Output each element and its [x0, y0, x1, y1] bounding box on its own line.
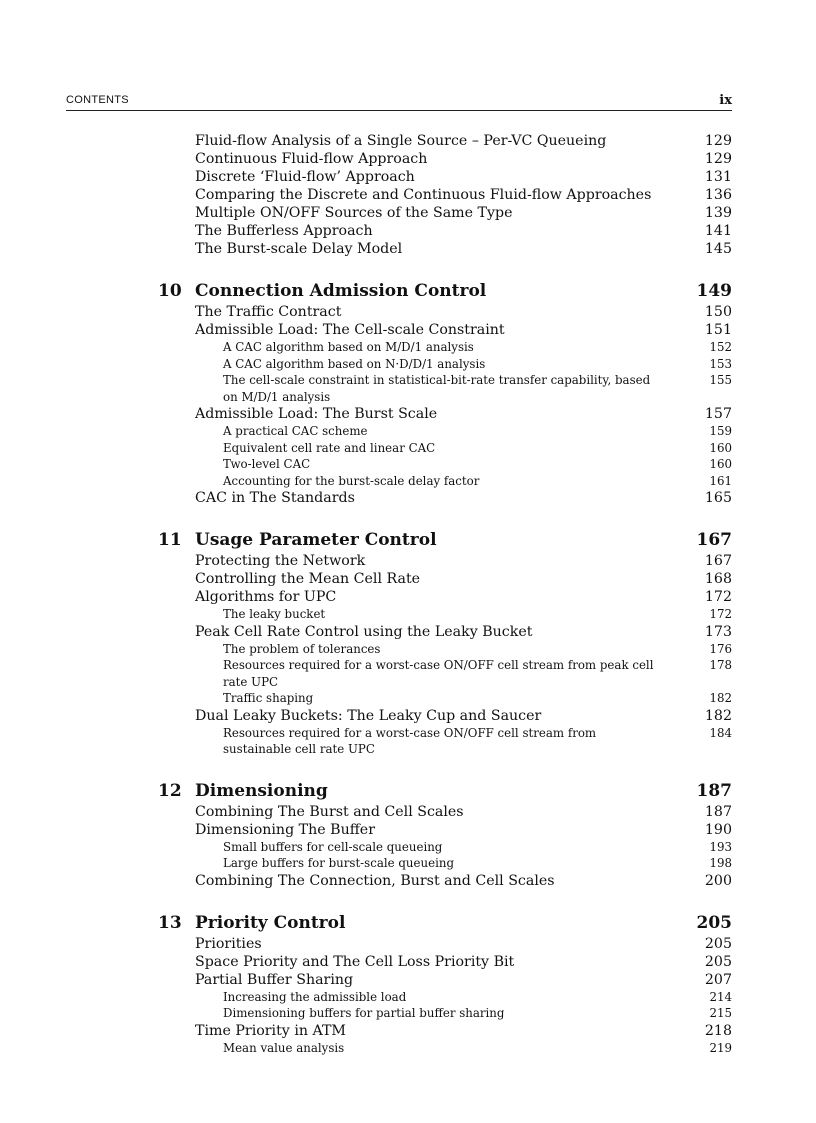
entry-title: Controlling the Mean Cell Rate [195, 571, 421, 587]
toc-section-entry[interactable] [150, 240, 732, 258]
entry-title: The Bufferless Approach [195, 223, 373, 239]
toc-subsection-entry[interactable] [150, 456, 732, 473]
toc-subsection-entry[interactable] [150, 855, 732, 872]
entry-page-number: 145 [704, 241, 732, 257]
chapter-number: 12 [158, 780, 182, 801]
entry-page-number: 136 [704, 187, 732, 203]
entry-page-number: 215 [709, 1006, 732, 1020]
toc-section-entry[interactable] [150, 953, 732, 971]
entry-page-number: 165 [704, 490, 732, 506]
toc-section-entry[interactable] [150, 588, 732, 606]
toc-subsection-entry[interactable] [150, 690, 732, 707]
toc-chapter [150, 528, 732, 758]
entry-title: Discrete ‘Fluid-flow’ Approach [195, 169, 415, 185]
page-folio: ix [719, 93, 732, 108]
entry-page-number: 161 [709, 473, 732, 488]
toc-subsection-entry[interactable] [150, 1040, 732, 1057]
chapter-title: Usage Parameter Control [195, 530, 437, 550]
entry-title: Two-level CAC [223, 457, 311, 471]
entry-page-number: 131 [704, 169, 732, 185]
entry-page-number: 198 [709, 856, 732, 870]
entry-title: The problem of tolerances [223, 641, 381, 656]
toc-subsection-entry[interactable] [150, 372, 732, 405]
chapter-heading[interactable] [150, 911, 732, 935]
entry-title: Large buffers for burst-scale queueing [223, 856, 455, 870]
entry-page-number: 152 [709, 340, 732, 354]
entry-title: Equivalent cell rate and linear CAC [223, 440, 436, 455]
entry-title: Multiple ON/OFF Sources of the Same Type [195, 205, 513, 221]
entry-title: Dual Leaky Buckets: The Leaky Cup and Saucer [195, 707, 542, 724]
toc-chapter [150, 132, 732, 258]
entry-page-number: 176 [709, 641, 732, 656]
entry-page-number: 182 [704, 707, 732, 724]
entry-title: Partial Buffer Sharing [195, 971, 354, 988]
entry-title: Traffic shaping [223, 691, 314, 705]
toc-section-entry[interactable] [150, 321, 732, 339]
chapter-number: 11 [158, 530, 182, 550]
entry-title: Time Priority in ATM [195, 1022, 346, 1039]
chapter-number: 10 [158, 281, 182, 301]
toc-chapter [150, 911, 732, 1057]
entry-page-number: 168 [704, 571, 732, 587]
toc-section-entry[interactable] [150, 222, 732, 240]
toc-section-entry[interactable] [150, 186, 732, 204]
toc-section-entry[interactable] [150, 552, 732, 570]
entry-title: The Burst-scale Delay Model [195, 241, 403, 257]
entry-page-number: 160 [709, 457, 732, 471]
entry-title: The leaky bucket [223, 607, 326, 621]
entry-page-number: 182 [709, 691, 732, 705]
entry-page-number: 172 [709, 607, 732, 621]
toc-subsection-entry[interactable] [150, 356, 732, 373]
toc-section-entry[interactable] [150, 1022, 732, 1040]
entry-page-number: 172 [704, 589, 732, 605]
entry-page-number: 141 [704, 223, 732, 239]
entry-title: Accounting for the burst-scale delay factor [223, 473, 480, 488]
entry-title: Small buffers for cell-scale queueing [223, 839, 443, 854]
toc-subsection-entry[interactable] [150, 657, 732, 690]
entry-page-number: 190 [704, 821, 732, 838]
toc-subsection-entry[interactable] [150, 423, 732, 440]
entry-title: Dimensioning buffers for partial buffer sharing [223, 1006, 505, 1020]
chapter-number: 13 [158, 912, 182, 933]
entry-page-number: 159 [709, 424, 732, 438]
chapter-heading[interactable] [150, 528, 732, 552]
toc-subsection-entry[interactable] [150, 606, 732, 623]
toc-subsection-entry[interactable] [150, 641, 732, 658]
toc-section-entry[interactable] [150, 821, 732, 839]
entry-page-number: 205 [704, 953, 732, 970]
entry-title: Dimensioning The Buffer [195, 821, 375, 838]
entry-page-number: 150 [704, 304, 732, 320]
toc-subsection-entry[interactable] [150, 440, 732, 457]
toc-section-entry[interactable] [150, 303, 732, 321]
entry-title: Resources required for a worst-case ON/OFF cell stream from peak cell rate UPC [223, 658, 654, 689]
entry-page-number: 205 [704, 935, 732, 952]
toc-subsection-entry[interactable] [150, 1005, 732, 1022]
entry-page-number: 155 [709, 373, 732, 387]
toc-subsection-entry[interactable] [150, 989, 732, 1006]
entry-title: Peak Cell Rate Control using the Leaky Bucket [195, 623, 533, 640]
toc-section-entry[interactable] [150, 150, 732, 168]
entry-page-number: 187 [704, 803, 732, 820]
toc-section-entry[interactable] [150, 570, 732, 588]
toc-subsection-entry[interactable] [150, 839, 732, 856]
entry-title: The Traffic Contract [195, 304, 342, 320]
chapter-page-number: 205 [696, 912, 732, 933]
entry-page-number: 129 [704, 151, 732, 167]
entry-title: Admissible Load: The Cell-scale Constraint [195, 322, 505, 338]
toc-section-entry[interactable] [150, 405, 732, 423]
entry-page-number: 178 [709, 658, 732, 672]
entry-page-number: 167 [704, 553, 732, 569]
entry-page-number: 214 [709, 989, 732, 1004]
toc-section-entry[interactable] [150, 204, 732, 222]
chapter-heading[interactable] [150, 279, 732, 303]
entry-page-number: 157 [704, 406, 732, 422]
chapter-page-number: 149 [696, 281, 732, 301]
entry-title: Admissible Load: The Burst Scale [195, 406, 438, 422]
entry-title: Combining The Connection, Burst and Cell Scales [195, 872, 555, 889]
toc-section-entry[interactable] [150, 132, 732, 150]
toc-chapter [150, 279, 732, 507]
toc-section-entry[interactable] [150, 707, 732, 725]
entry-title: Increasing the admissible load [223, 989, 407, 1004]
entry-page-number: 160 [709, 440, 732, 455]
entry-page-number: 153 [709, 356, 732, 371]
toc-section-entry[interactable] [150, 935, 732, 953]
toc-section-entry[interactable] [150, 168, 732, 186]
entry-title: Continuous Fluid-flow Approach [195, 151, 428, 167]
entry-title: Algorithms for UPC [195, 589, 337, 605]
entry-title: CAC in The Standards [195, 490, 355, 506]
entry-page-number: 173 [704, 623, 732, 640]
running-head-label: CONTENTS [66, 94, 129, 106]
toc-section-entry[interactable] [150, 872, 732, 890]
toc-section-entry[interactable] [150, 971, 732, 989]
entry-page-number: 184 [709, 725, 732, 740]
entry-title: Fluid-flow Analysis of a Single Source – Per-VC Queueing [195, 133, 607, 149]
entry-title: A practical CAC scheme [223, 424, 368, 438]
chapter-title: Connection Admission Control [195, 281, 487, 301]
entry-title: Protecting the Network [195, 553, 366, 569]
chapter-title: Dimensioning [195, 780, 328, 801]
toc-section-entry[interactable] [150, 803, 732, 821]
entry-page-number: 139 [704, 205, 732, 221]
chapter-title: Priority Control [195, 912, 346, 933]
entry-title: Space Priority and The Cell Loss Priority Bit [195, 953, 515, 970]
chapter-page-number: 167 [696, 530, 732, 550]
entry-title: Combining The Burst and Cell Scales [195, 803, 464, 820]
chapter-page-number: 187 [696, 780, 732, 801]
toc-section-entry[interactable] [150, 489, 732, 507]
toc-subsection-entry[interactable] [150, 473, 732, 490]
entry-page-number: 219 [709, 1040, 732, 1055]
entry-page-number: 200 [704, 872, 732, 889]
entry-title: Comparing the Discrete and Continuous Fluid-flow Approaches [195, 187, 652, 203]
table-of-contents [150, 132, 732, 1056]
entry-page-number: 218 [704, 1022, 732, 1039]
toc-subsection-entry[interactable] [150, 725, 732, 758]
entry-title: A CAC algorithm based on N·D/D/1 analysis [223, 356, 486, 371]
running-head [66, 94, 732, 111]
entry-page-number: 129 [704, 133, 732, 149]
entry-title: A CAC algorithm based on M/D/1 analysis [223, 340, 474, 354]
chapter-heading[interactable] [150, 779, 732, 803]
entry-title: The cell-scale constraint in statistical-bit-rate transfer capability, based on M/D/1 analysis [223, 373, 651, 404]
toc-subsection-entry[interactable] [150, 339, 732, 356]
entry-title: Mean value analysis [223, 1040, 345, 1055]
entry-page-number: 207 [704, 971, 732, 988]
toc-chapter [150, 779, 732, 890]
entry-page-number: 151 [704, 322, 732, 338]
toc-section-entry[interactable] [150, 623, 732, 641]
entry-page-number: 193 [709, 839, 732, 854]
entry-title: Priorities [195, 935, 262, 952]
entry-title: Resources required for a worst-case ON/OFF cell stream from sustainable cell rate UPC [223, 725, 597, 756]
